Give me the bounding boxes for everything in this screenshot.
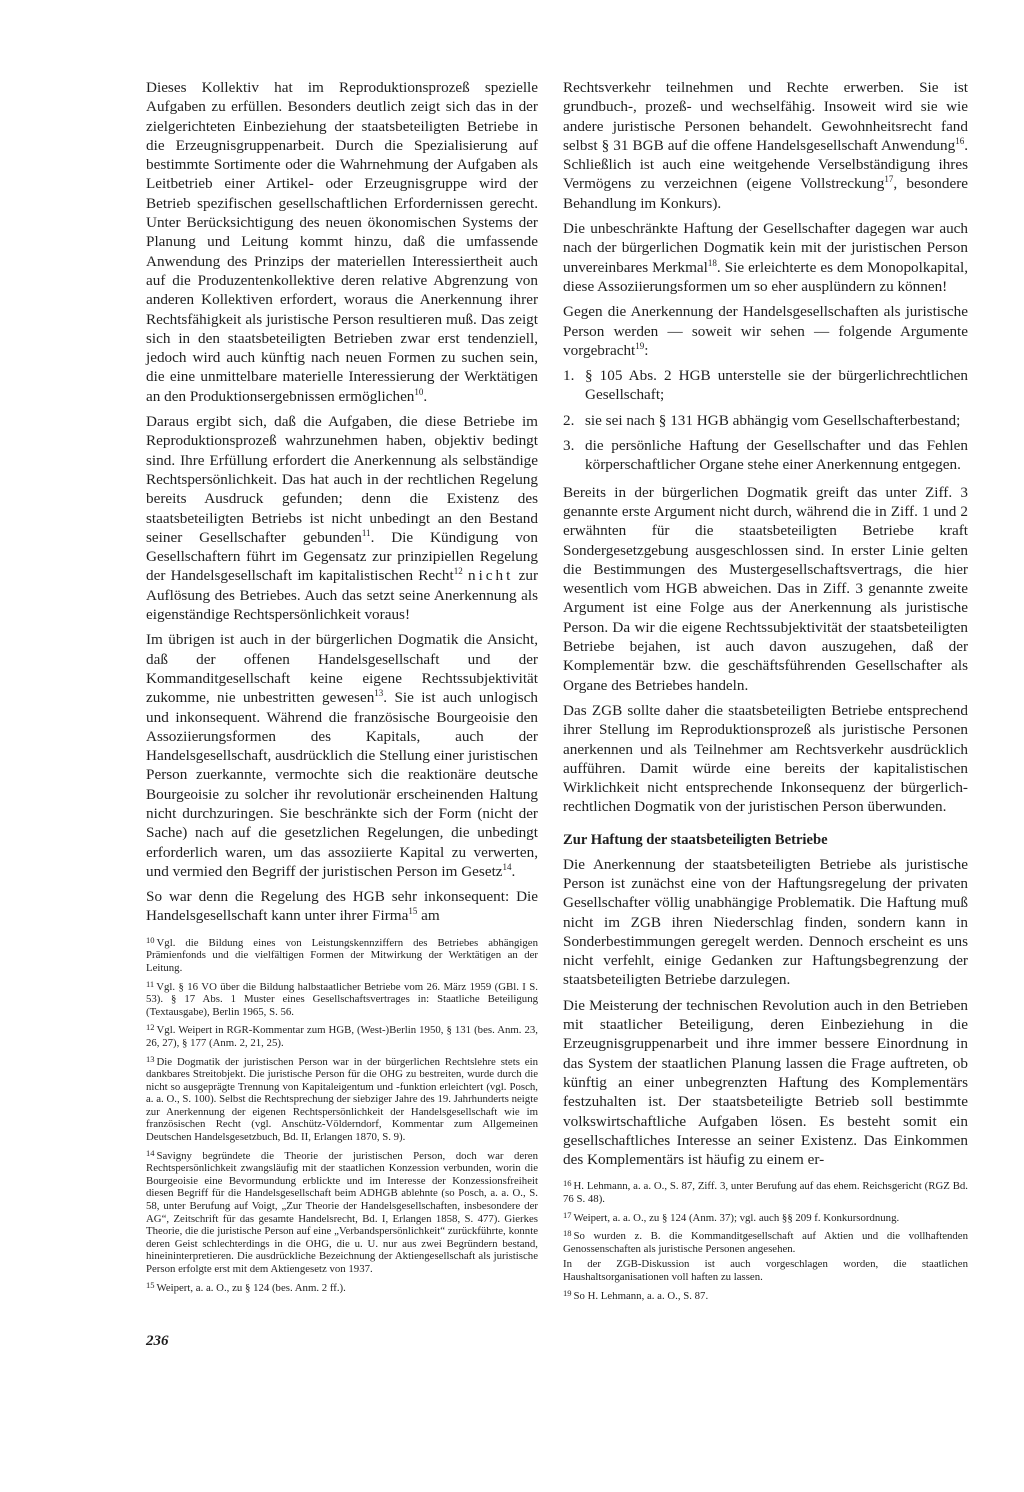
paragraph — [146, 630, 538, 881]
footnote — [563, 1287, 968, 1303]
footnote — [146, 1053, 538, 1144]
paragraph-text: am — [421, 907, 440, 925]
list-item — [563, 366, 968, 405]
footnote-text: Weipert, a. a. O., zu § 124 (bes. Anm. 2 ff.). — [156, 1281, 346, 1294]
footnote-text: Weipert, a. a. O., zu § 124 (Anm. 37); vgl. auch §§ 209 f. Konkursordnung. — [573, 1211, 900, 1224]
paragraph-text: : — [644, 341, 649, 359]
footnote-text: Vgl. § 16 VO über die Bildung halbstaatlicher Betriebe vom 26. März 1959 (GBl. I S. 53). § 17 Abs. 1 Muster eines Gesellschaftsvertrages in: Staatliche Beteiligung (Textausgabe), Berlin 1965, S. 56. — [146, 980, 538, 1018]
list-number: 1. — [563, 367, 575, 385]
left-column — [146, 78, 538, 1297]
footnote-ref: 19 — [635, 340, 645, 351]
list-number: 3. — [563, 437, 575, 455]
paragraph-text: zur Auflösung des Betriebes. Auch das setzt seine Anerkennung als eigenständige Rechtspersönlichkeit voraus! — [146, 567, 539, 624]
footnote — [146, 1279, 538, 1295]
paragraph-text: . Die Kündigung von Gesellschaftern führt im Gegensatz zur prinzipiellen Regelung der Handelsgesellschaft im kapitalistischen Recht — [146, 528, 538, 585]
footnote-number: 11 — [146, 978, 155, 989]
paragraph — [146, 887, 538, 926]
footnote-number: 16 — [563, 1178, 572, 1189]
footnote-ref: 11 — [361, 527, 371, 538]
footnote — [146, 978, 538, 1019]
footnote — [146, 1021, 538, 1049]
paragraph-text: . Schließlich ist auch eine weitgehende Verselbständigung ihres Vermögens zu verzeichnen (eigene Vollstreckung — [563, 136, 968, 193]
footnote-ref: 12 — [453, 566, 463, 577]
paragraph: Das ZGB sollte daher die staatsbeteiligten Betriebe entsprechend ihrer Stellung im Reproduktionsprozeß als juristische Personen anerkennen und als Teilnehmer am Rechtsverkehr ausdrücklich aufführen. Damit würde eine bereits der kapitalistischen Wirklichkeit nicht entsprechende Inkonsequenz der bürgerlich-rechtlichen Dogmatik von der juristischen Person überwunden. — [563, 701, 968, 816]
footnote-number: 10 — [146, 934, 155, 945]
paragraph-text: . — [423, 387, 428, 405]
paragraph-text: Gegen die Anerkennung der Handelsgesellschaften als juristische Person werden — soweit wir sehen — folgende Argumente vorgebracht — [563, 303, 968, 359]
list-item-text: sie sei nach § 131 HGB abhängig vom Gesellschafterbestand; — [585, 411, 961, 429]
page-number: 236 — [146, 1333, 169, 1349]
footnote-ref: 14 — [502, 861, 512, 872]
footnote-number: 19 — [563, 1287, 572, 1298]
list-number: 2. — [563, 411, 575, 429]
paragraph-text: Die unbeschränkte Haftung der Gesellschafter dagegen war auch nach der bürgerlichen Dogmatik kein mit der juristischen Person unvereinbares Merkmal — [563, 220, 968, 276]
paragraph-text: , besondere Behandlung im Konkurs). — [563, 175, 968, 212]
paragraph — [563, 78, 968, 213]
paragraph: Die Anerkennung der staatsbeteiligten Betriebe als juristische Person ist zunächst eine von der Haftungsregelung der privaten Gesellschafter völlig unabhängige Problematik. Die Haftung muß nicht im ZGB ihren Niederschlag finden, sondern kann in Sonderbestimmungen geregelt werden. Dennoch erscheint es uns nicht verfehlt, einige Gedanken zur Haftungsbegrenzung der staatsbeteiligten Betriebe darzulegen. — [563, 855, 968, 989]
footnote-ref: 10 — [414, 386, 424, 397]
footnote — [563, 1258, 968, 1283]
footnote-ref: 13 — [374, 688, 384, 699]
footnote-ref: 17 — [884, 174, 894, 185]
footnote — [146, 1147, 538, 1276]
footnote-text: So H. Lehmann, a. a. O., S. 87. — [573, 1289, 709, 1302]
footnotes — [146, 934, 538, 1294]
footnote — [146, 934, 538, 975]
paragraph — [563, 302, 968, 360]
footnote-number: 14 — [146, 1147, 155, 1158]
paragraph — [146, 78, 538, 406]
footnote — [563, 1177, 968, 1205]
right-column — [563, 78, 968, 1305]
footnote-number: 18 — [563, 1228, 572, 1239]
paragraph-text: Im übrigen ist auch in der bürgerlichen Dogmatik die Ansicht, daß der offenen Handelsgesellschaft und der Kommanditgesellschaft keine eigene Rechtssubjektivität zukomme, nie unbestritten gewesen — [146, 631, 538, 707]
footnote — [563, 1209, 968, 1225]
footnote-text: Savigny begründete die Theorie der juristischen Person, doch war deren Rechtspersönlichkeit zwangsläufig mit der staatlichen Konzession verbunden, worin die Bourgeoisie eine Bevormundung erblickte und im Interesse der Konzessionsfreiheit diesen Begriff für die Handelsgesellschaft beim ADHGB ablehnte (so Posch, a. a. O., S. 58, unter Berufung auf Voigt, „Zur Theorie der Handelsgesellschaften, insbesondere der AG“, Zeitschrift für das gesamte Handelsrecht, Bd. I, Erlangen 1858, S. 477). Gierkes Theorie, die die juristische Person auf eine „Verbandspersönlichkeit“ zurückführte, konnte deren Geist schlechterdings in die OHG, die u. U. nur aus zwei Begründern bestand, hineininterpretieren. Die ausdrückliche Bezeichnung der Aktiengesellschaft als juristische Person erfolgte erst mit dem Aktiengesetz von 1937. — [146, 1149, 538, 1276]
footnote-number: 13 — [146, 1053, 155, 1064]
footnote-ref: 16 — [955, 135, 965, 146]
list-item-text: die persönliche Haftung der Gesellschafter und das Fehlen körperschaftlicher Organe stehe einer Anerkennung entgegen. — [585, 437, 968, 474]
paragraph-text: So war denn die Regelung des HGB sehr inkonsequent: Die Handelsgesellschaft kann unter ihrer Firma — [146, 888, 538, 925]
footnote-ref: 18 — [707, 257, 717, 268]
footnote-ref: 15 — [408, 906, 418, 917]
footnotes — [563, 1177, 968, 1302]
paragraph-text: . — [511, 862, 516, 880]
paragraph — [146, 412, 538, 624]
emphasis-text: nicht — [467, 567, 514, 585]
footnote-text: H. Lehmann, a. a. O., S. 87, Ziff. 3, unter Berufung auf das ehem. Reichsgericht (RGZ Bd. 76 S. 48). — [563, 1180, 968, 1206]
paragraph — [563, 219, 968, 296]
paragraph-text: Dieses Kollektiv hat im Reproduktionsprozeß spezielle Aufgaben zu erfüllen. Besonders deutlich zeigt sich das in der zielgerichteten Einbeziehung der staatsbeteiligten Betriebe in die Erzeugnisgruppenarbeit. Durch die Spezialisierung auf bestimmte Sortimente oder die Wahrnehmung der Aufgaben als Leitbetrieb einer Artikel- oder Erzeugnisgruppe wird der Betrieb spezifischen gesellschaftlichen Erfordernissen gerecht. Unter Berücksichtigung des neuen ökonomischen Systems der Planung und Leitung kommt hinzu, daß die umfassende Anwendung des Prinzips der materiellen Interessiertheit auch auf die Produzentenkollektive deren relative Abgrenzung von anderen Kollektiven erfordert, woraus die Anerkennung ihrer Rechtsfähigkeit als juristische Person resultieren muß. Das zeigt sich in den staatsbeteiligten Betrieben zwar erst tendenziell, jedoch wird auch künftig nach neuen Formen zu suchen sein, die eine unmittelbare materielle Interessierung der Werktätigen an den Produktionsergebnissen ermöglichen — [146, 79, 538, 405]
paragraph: Die Meisterung der technischen Revolution auch in den Betrieben mit staatlicher Beteiligung, deren Einbeziehung in die Erzeugnisgruppenarbeit und ihre immer bessere Einordnung in das System der staatlichen Planung lassen die Frage auftreten, ob künftig an einer unbegrenzten Haftung des Komplementärs festzuhalten ist. Der staatsbeteiligte Betrieb soll bestimmte volkswirtschaftliche Aufgaben lösen. Es besteht somit ein gesellschaftliches Interesse an seiner Existenz. Das Einkommen des Komplementärs ist häufig zu einem er- — [563, 996, 968, 1169]
footnote-number: 12 — [146, 1022, 155, 1033]
list-item — [563, 436, 968, 475]
section-heading: Zur Haftung der staatsbeteiligten Betriebe — [563, 831, 828, 848]
paragraph-text: Rechtsverkehr teilnehmen und Rechte erwerben. Sie ist grundbuch-, prozeß- und wechselfähig. Insoweit wird sie wie andere juristische Personen behandelt. Gewohnheitsrecht fand selbst § 31 BGB auf die offene Handelsgesellschaft Anwendung — [563, 79, 968, 154]
footnote-text: Vgl. die Bildung eines von Leistungskennziffern des Betriebes abhängigen Prämienfonds und die vielfältigen Formen der Mitwirkung der Werktätigen an der Leitung. — [146, 936, 538, 974]
footnote-text: Die Dogmatik der juristischen Person war in der bürgerlichen Rechtslehre stets ein dankbares Streitobjekt. Die juristische Person für die OHG zu bestreiten, wurde durch die nicht so ausgeprägte Trennung von Kapitaleigentum und -funktion erleichtert (vgl. Posch, a. a. O., S. 100). Selbst die Rechtsprechung der siebziger Jahre des 19. Jahrhunderts neigte zur Anerkennung der eigenen Rechtspersönlichkeit der Handelsgesellschaft wie im französischen Recht (vgl. Anschütz-Völderndorf, Kommentar zum Allgemeinen Deutschen Handelsgesetzbuch, Bd. II, Erlangen 1870, S. 9). — [146, 1055, 538, 1144]
footnote — [563, 1227, 968, 1255]
paragraph-text: . Sie ist auch unlogisch und inkonsequent. Während die französische Bourgeoisie den Assoziierungsformen des Kapitals, auch der Handelsgesellschaft, ausdrücklich die Stellung einer juristischen Person zuerkannte, vermochte sich die reaktionäre deutsche Bourgeoisie zu solcher ihr revolutionär erscheinenden Haltung nicht durchzuringen. Sie beschränkte sich der Form (nicht der Sache) nach auf die gesetzlichen Regelungen, die unbedingt erforderlich waren, um das assoziierte Kapital zu verwerten, und vermied den Begriff der juristischen Person im Gesetz — [146, 689, 538, 880]
paragraph-text: . Sie erleichterte es dem Monopolkapital, diese Assoziierungsformen um so eher ausplündern zu können! — [563, 258, 968, 295]
footnote-number: 15 — [146, 1279, 155, 1290]
paragraph-text: Daraus ergibt sich, daß die Aufgaben, die diese Betriebe im Reproduktionsprozeß wahrzunehmen haben, objektiv bedingt sind. Ihre Erfüllung erfordert die Anerkennung als selbständige Rechtspersönlichkeit. Das hat auch in der rechtlichen Regelung bereits Ausdruck gefunden; denn die Existenz des staatsbeteiligten Betriebs ist nicht unbedingt an den Bestand seiner Gesellschafter gebunden — [146, 413, 538, 546]
footnote-text: Vgl. Weipert in RGR-Kommentar zum HGB, (West-)Berlin 1950, § 131 (bes. Anm. 23, 26, 27), § 177 (Anm. 2, 21, 25). — [146, 1024, 538, 1049]
list-item-text: § 105 Abs. 2 HGB unterstelle sie der bürgerlichrechtlichen Gesellschaft; — [585, 367, 968, 404]
argument-list — [563, 366, 968, 474]
paragraph: Bereits in der bürgerlichen Dogmatik greift das unter Ziff. 3 genannte erste Argument nicht durch, während die in Ziff. 1 und 2 erwähnten für die staatsbeteiligten Betriebe kraft Sondergesetzgebung ausgeschlossen sind. In erster Linie gelten die Bestimmungen des Mustergesellschaftsvertrags, die hier wesentlich vom HGB abweichen. Das in Ziff. 3 genannte zweite Argument ist eine Folge aus der Anerkennung als juristische Person. Da wir die eigene Rechtssubjektivität der staatsbeteiligten Betriebe bejahen, ist auch davon auszugehen, daß der Komplementär bzw. die geschäftsführenden Gesellschafter als Organe des Betriebes handeln. — [563, 483, 968, 694]
footnote-text: In der ZGB-Diskussion ist auch vorgeschlagen worden, die staatlichen Haushaltsorganisationen voll haften zu lassen. — [563, 1258, 968, 1283]
list-item — [563, 411, 968, 430]
footnote-number: 17 — [563, 1209, 572, 1220]
footnote-text: So wurden z. B. die Kommanditgesellschaft auf Aktien und die vollhaftenden Genossenschaften als juristische Personen angesehen. — [563, 1230, 968, 1255]
